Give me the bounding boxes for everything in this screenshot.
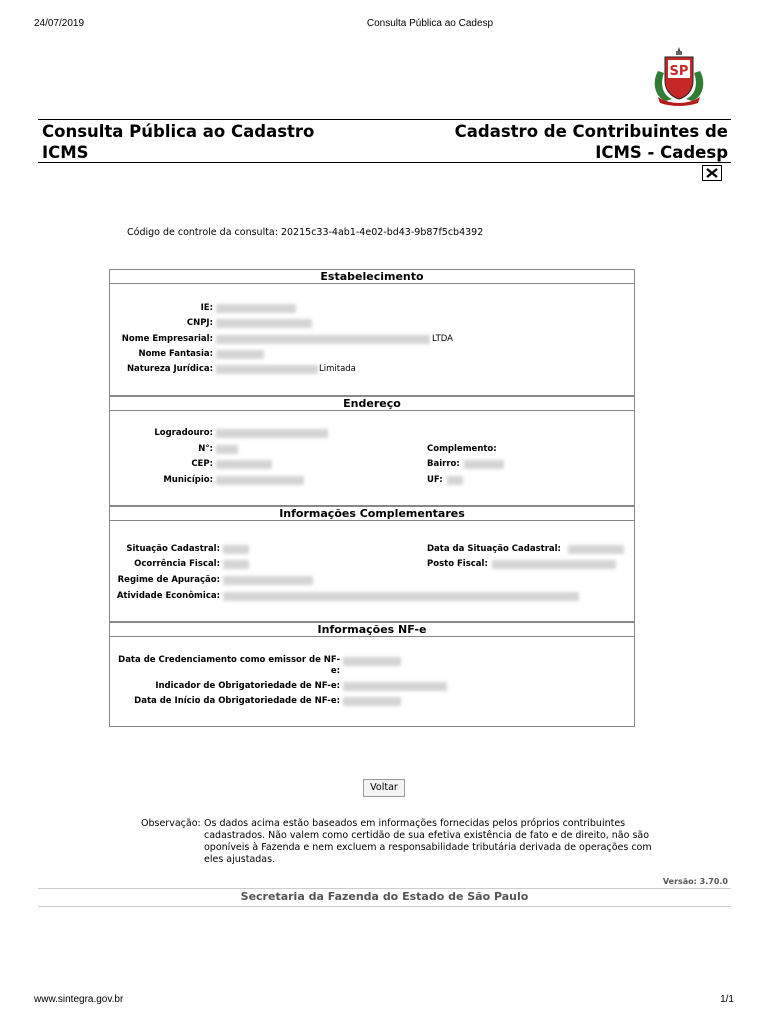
redacted-data-inicio [343, 697, 401, 706]
redacted-bairro [464, 460, 504, 469]
label-ie: IE: [200, 303, 213, 313]
header-divider-top [38, 119, 731, 120]
redacted-municipio [216, 476, 304, 485]
control-code: Código de controle da consulta: 20215c33-4ab1-4e02-bd43-9b87f5cb4392 [127, 227, 484, 238]
redacted-cep [216, 460, 272, 469]
close-icon [706, 168, 718, 178]
label-uf: UF: [427, 475, 443, 485]
print-page-number: 1/1 [720, 994, 734, 1005]
label-data-inicio-obrigatoriedade: Data de Início da Obrigatoriedade de NF-e: [134, 696, 340, 706]
redacted-natureza-juridica [216, 365, 318, 374]
footer-divider-bottom [38, 906, 731, 907]
redacted-ocorrencia-fiscal [223, 560, 249, 569]
print-date: 24/07/2019 [34, 18, 85, 29]
print-url: www.sintegra.gov.br [34, 994, 124, 1005]
footer-organization: Secretaria da Fazenda do Estado de São Paulo [240, 890, 529, 903]
label-data-credenciamento: Data de Credenciamento como emissor de NF- e: [118, 655, 340, 676]
label-regime-apuracao: Regime de Apuração: [117, 575, 220, 585]
redacted-regime-apuracao [223, 576, 313, 585]
label-nome-fantasia: Nome Fantasia: [138, 349, 213, 359]
header-divider-bottom [38, 162, 731, 163]
redacted-posto-fiscal [492, 560, 616, 569]
label-ocorrencia-fiscal: Ocorrência Fiscal: [134, 559, 220, 569]
section-title-estabelecimento: Estabelecimento [109, 269, 635, 284]
redacted-cnpj [216, 319, 312, 328]
label-posto-fiscal: Posto Fiscal: [427, 559, 488, 569]
value-nome-empresarial-suffix: LTDA [432, 334, 453, 344]
redacted-nome-fantasia [216, 350, 264, 359]
label-logradouro: Logradouro: [154, 428, 213, 438]
system-title: Cadastro de Contribuintes de ICMS - Cadesp [454, 122, 728, 162]
label-data-situacao: Data da Situação Cadastral: [427, 544, 561, 554]
redacted-data-credenciamento [343, 657, 401, 666]
footer-divider-top [38, 888, 731, 889]
label-cep: CEP: [191, 459, 213, 469]
observation-text: Os dados acima estão baseados em informações fornecidas pelos próprios contribuintes cadastrados. Não valem como certidão de sua efetiva existência de fato e de direito, não são oponíveis à Fazenda e nem excluem a responsabilidade tributária derivada de operações com eles ajustadas. [204, 818, 652, 865]
print-doc-title: Consulta Pública ao Cadesp [366, 18, 494, 29]
redacted-atividade-economica [223, 592, 579, 601]
sp-coat-of-arms-logo [650, 45, 708, 107]
label-natureza-juridica: Natureza Jurídica: [126, 364, 213, 374]
label-cnpj: CNPJ: [186, 318, 213, 328]
label-numero: N°: [198, 444, 213, 454]
svg-text:SP: SP [669, 64, 689, 79]
redacted-logradouro [216, 429, 328, 438]
redacted-situacao-cadastral [223, 545, 249, 554]
redacted-nome-empresarial [216, 335, 430, 344]
label-situacao-cadastral: Situação Cadastral: [126, 544, 220, 554]
section-title-complementares: Informações Complementares [109, 506, 635, 521]
label-municipio: Município: [163, 475, 213, 485]
value-natureza-juridica-suffix: Limitada [319, 364, 356, 374]
redacted-uf [447, 476, 463, 485]
redacted-ie [216, 304, 296, 313]
label-atividade-economica: Atividade Econômica: [116, 591, 220, 601]
section-title-nfe: Informações NF-e [109, 622, 635, 637]
back-button[interactable]: Voltar [363, 779, 405, 797]
section-title-endereco: Endereço [109, 396, 635, 411]
label-nome-empresarial: Nome Empresarial: [121, 334, 213, 344]
redacted-data-situacao [568, 545, 624, 554]
close-button[interactable] [702, 165, 722, 181]
version-label: Versão: 3.70.0 [662, 877, 728, 886]
label-indicador-obrigatoriedade: Indicador de Obrigatoriedade de NF-e: [155, 681, 340, 691]
redacted-numero [216, 445, 238, 454]
section-estabelecimento [109, 269, 635, 396]
page-title: Consulta Pública ao Cadastro ICMS [42, 122, 315, 162]
redacted-indicador-obrigatoriedade [343, 682, 447, 691]
observation-label: Observação: [141, 818, 201, 829]
label-complemento: Complemento: [427, 444, 497, 454]
label-bairro: Bairro: [427, 459, 460, 469]
